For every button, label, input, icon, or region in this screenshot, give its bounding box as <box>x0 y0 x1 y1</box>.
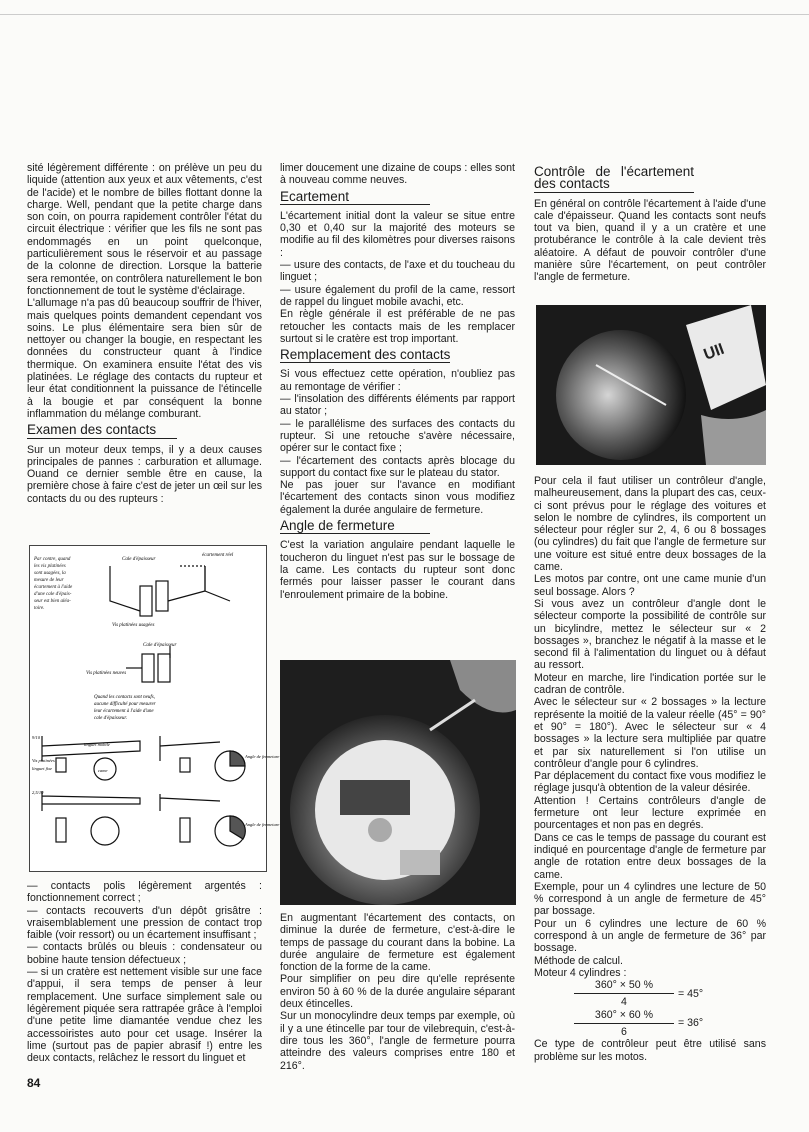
fig-caption-mid-line3: leur écartement à l'aide d'une <box>94 709 154 714</box>
col1-bottom-p3: — contacts brûlés ou bleuis : condensateur ou bobine haute tension défectueux ; <box>27 941 262 966</box>
contact-right-arm <box>168 566 205 601</box>
label-linguet-mobile: linguet mobile <box>84 742 110 747</box>
label-9-10: 9/10 <box>32 735 41 740</box>
contact-worn-left <box>140 586 152 616</box>
fig-caption-mid-line4: cale d'épaisseur. <box>94 716 128 721</box>
cam-center <box>368 818 392 842</box>
col2-rempl-p3: — le parallélisme des surfaces des contacts du rupteur. Si une retouche s'avère nécessaire, opérer sur le contact fixe ; <box>280 417 515 455</box>
linguet-arm-1 <box>42 736 140 761</box>
col1-bottom-p1: — contacts polis légèrement argentés : fonctionnement correct ; <box>27 880 262 905</box>
col2-bottom-p2: Pour simplifier on peu dire qu'elle représente environ 50 à 60 % de la durée angulaire séparant deux étincelles. <box>280 973 515 1011</box>
col3-bottom-p10: Pour un 6 cylindres une lecture de 60 % correspond à un angle de fermeture de 36° par bossage. <box>534 917 766 955</box>
contact-left-arm <box>110 566 140 611</box>
label-vis-usagees: Vis platinées usagées <box>112 623 155 628</box>
contacts-diagram <box>29 545 280 872</box>
col2-top-p1: limer doucement une dizaine de coups : elles sont à nouveau comme neuves. <box>280 162 515 187</box>
col1-examen-p1: Sur un moteur deux temps, il y a deux causes principales de pannes : carburation et allumage. Ouand ce dernier semble être en cause, la première chose à faire c'est de jeter un œil sur les contacts du ou des rupteurs : <box>27 443 262 505</box>
col3-bottom-p11: Méthode de calcul. <box>534 954 623 967</box>
col3-final-p: Ce type de contrôleur peut être utilisé sans problème sur les motos. <box>534 1038 766 1063</box>
col2-bottom-p1: En augmentant l'écartement des contacts, on diminue la durée de fermeture, c'est-à-dire le temps de passage du courant dans la bobine. La durée angulaire de fermeture est également fonction de la forme de la came. <box>280 912 515 974</box>
col2-ecart-p3: — usure également du profil de la came, ressort de rappel du linguet mobile avachi, etc. <box>280 283 515 308</box>
column-3 <box>534 162 766 284</box>
heading-remplacement: Remplacement des contacts <box>280 347 451 363</box>
fig-caption-top-line2: les vis platinées <box>34 564 66 569</box>
condenser <box>400 850 440 875</box>
page-number: 84 <box>27 1076 41 1090</box>
formula-1-numerator: 360° × 50 % <box>594 979 654 992</box>
contact-worn-right <box>156 581 168 611</box>
linguet-arm-2b <box>160 794 220 811</box>
contact-right-arm-2 <box>205 566 230 601</box>
heading-examen-contacts: Examen des contacts <box>27 424 177 438</box>
formula-2-bar <box>574 1023 674 1024</box>
linguet-arm-2 <box>42 791 140 811</box>
col3-bottom-p8: Dans ce cas le temps de passage du courant est indiqué en pourcentage d'angle de fermeture par angle de rotation entre deux bossages de la came. <box>534 831 766 881</box>
col2-rempl-p5: Ne pas jouer sur l'avance en modifiant l'écartement des contacts sinon vous modifiez également la durée angulaire de fermeture. <box>280 479 515 516</box>
came-angle-fill-1 <box>230 751 245 766</box>
page-top-rule <box>0 14 809 15</box>
contact-block-2b <box>180 818 190 842</box>
col3-bottom-p12: Moteur 4 cylindres : <box>534 966 627 979</box>
col3-bottom-p3: Si vous avez un contrôleur d'angle dont le sélecteur comporte la possibilité de contrôle sur un bicylindre, mettez le sélecteur sur « 2 bossages », branchez le négatif à la masse et le second fil à l'alimentation du linguet ou à défaut au ressort. <box>534 597 766 672</box>
contacts-diagram-svg <box>30 546 280 871</box>
label-vis-platinees: Vis platinées <box>32 758 55 763</box>
came-2 <box>91 817 119 845</box>
formula-1-result: = 45° <box>678 987 704 1000</box>
col3-bottom-p1: Pour cela il faut utiliser un contrôleur d'angle, malheureusement, dans la plupart des cas, ceux-ci sont prévus pour le réglage des voitures et selon le nombre de cylindres, ils comportent un sélecteur pour régler sur 2, 4, 6 ou 8 bossages (ou cylindres) du fait que l'angle de fermeture sur une voiture est situé entre deux bossages de la came. <box>534 475 766 574</box>
rupteur-block <box>340 780 410 815</box>
column-2 <box>280 162 515 601</box>
col3-bottom-p7: Attention ! Certains contrôleurs d'angle de fermeture ont leur lecture exprimée en pourcentages et non pas en degrés. <box>534 794 766 832</box>
photo-rupteur-svg <box>280 660 516 905</box>
formula-2-numerator: 360° × 60 % <box>594 1008 654 1021</box>
column-3-bottom <box>534 475 766 1063</box>
formula-2 <box>574 1009 766 1039</box>
col3-top-p1: En général on contrôle l'écartement à l'aide d'une cale d'épaisseur. Quand les contacts sont neufs tout va bien, quand il y a un cratère et une protubérance le contrôle à la cale devient très aléatoire. A défaut de pouvoir contrôler d'une manière sûre l'écartement, on peut contrôler l'angle de fermeture. <box>534 197 766 284</box>
col3-bottom-p6: Par déplacement du contact fixe vous modifiez le réglage jusqu'à obtention de la valeur désirée. <box>534 770 766 795</box>
fig-caption-top-line4: mesure de leur <box>34 578 64 583</box>
contact-new-left <box>142 654 154 682</box>
column-1 <box>27 162 262 505</box>
fig-caption-mid-line1: Quand les contacts sont neufs, <box>94 695 155 700</box>
col2-bottom-p3: Sur un monocylindre deux temps par exemple, où il y a une étincelle par tour de vilebrequin, c'est-à-dire tous les 360°, l'angle de fermeture pourra atteindre des valeurs comprises entre 180 et 216°. <box>280 1010 515 1072</box>
formula-1-denominator: 4 <box>621 996 627 1009</box>
label-angle-fermeture-1: Angle de fermeture <box>245 754 280 759</box>
col2-ecart-p2: — usure des contacts, de l'axe et du toucheau du linguet ; <box>280 259 515 284</box>
fig-caption-top-line8: toire. <box>34 606 45 611</box>
col1-bottom-p2: — contacts recouverts d'un dépôt grisâtre : vraisemblablement une pression de contact trop faible (voir ressort) ou un écartement insuffisant ; <box>27 904 262 942</box>
formula-2-result: = 36° <box>678 1017 704 1030</box>
photo-rupteur-adjustment <box>280 660 516 905</box>
col1-bottom-p4: — si un cratère est nettement visible sur une face d'appui, il sera temps de penser à leur remplacement. Une surface simplement sale ou légèrement piquée sera rattrapée grâce à l'emploi d'une petite lime diamantée vendue chez les accessoiristes auto pour cet usage. Insérer la lime (surtout pas de papier abrasif !) entre les deux contacts, relâchez le ressort du linguet et <box>27 966 262 1065</box>
label-ecartement-reel: écartement réel <box>202 553 234 558</box>
col3-bottom-p2: Les motos par contre, ont une came munie d'un seul bossage. Alors ? <box>534 573 766 598</box>
contact-block-1 <box>56 758 66 772</box>
heading-angle-fermeture: Angle de fermeture <box>280 520 430 534</box>
fig-caption-mid-line2: aucune difficulté pour mesurer <box>94 702 156 707</box>
heading-controle-ecartement: Contrôle de l'écartement des contacts <box>534 164 694 192</box>
fig-caption-top-line1: Par contre, quand <box>34 557 71 562</box>
fig-caption-top-line7: seur est bien aléa- <box>34 599 71 604</box>
label-cale-2: Cale d'épaisseur <box>143 643 177 648</box>
came-angle-fill-2 <box>230 816 245 839</box>
label-angle-fermeture-2: Angle de fermeture <box>245 822 280 827</box>
col1-intro-p2: L'allumage n'a pas dû beaucoup souffrir de l'hiver, mais quelques points demandent cependant vos soins. Le plus élémentaire sera bien sûr de nettoyer ou changer la bougie, en respectant les données du constructeur quant à l'indice thermique. On examinera ensuite l'état des vis platinées. Le réglage des contacts du rupteur et leur état conditionnent la puissance de l'étincelle à la bougie et par conséquent la bonne inflammation du mélange comburant. <box>27 297 262 420</box>
contact-new-right <box>158 654 170 682</box>
formula-2-denominator: 6 <box>621 1026 627 1039</box>
contact-block-1b <box>180 758 190 772</box>
col3-bottom-p5: Avec le sélecteur sur « 2 bossages » la lecture représente la moitié de la valeur réelle (45° = 90° et 90° = 180°). Avec le sélecteur sur « 4 bossages » la lecture sera multipliée par quatre et par six naturellement si l'on utilise un contrôleur d'angle pour 6 cylindres. <box>534 696 766 770</box>
label-linguet-fixe: linguet fixe <box>32 766 53 771</box>
col3-bottom-p9: Exemple, pour un 4 cylindres une lecture de 50 % correspond à un angle de fermeture de 45° par bossage. <box>534 880 766 918</box>
contact-block-2 <box>56 818 66 842</box>
col1-intro-p1: sité légèrement différente : on prélève un peu du liquide (attention aux yeux et aux vêtements, c'est de l'acide) et le nombre de billes flottant donne la charge. Well, pendant que la petite charge dans son coin, on pourra rapidement contrôler l'état du circuit électrique : vérifier que les fils ne sont pas endommagés en un point quelconque, particulièrement sous le réservoir et au passage de la colonne de direction. Lorsque la batterie sera remontée, on contrôlera naturellement le bon fonctionnement de tout le système d'éclairage. <box>27 162 262 297</box>
formula-1-fraction <box>574 979 674 1009</box>
photo-angle-svg <box>536 305 766 465</box>
stator-plate-2 <box>556 330 686 460</box>
linguet-arm-1b <box>160 736 220 761</box>
label-2-5-10: 2,5/10 <box>32 790 44 795</box>
label-came: came <box>98 768 108 773</box>
col2-rempl-p4: — l'écartement des contacts après blocage du support du contact fixe sur le plateau du stator. <box>280 454 515 479</box>
fig-caption-top-line5: écartement à l'aide <box>34 585 73 590</box>
label-cale-1: Cale d'épaisseur <box>122 557 156 562</box>
col2-rempl-p1: Si vous effectuez cette opération, n'oubliez pas au remontage de vérifier : <box>280 368 515 393</box>
heading-ecartement: Ecartement <box>280 191 430 205</box>
label-vis-neuves: Vis platinées neuves <box>86 671 127 676</box>
formula-1-bar <box>574 993 674 994</box>
photo-angle-controller <box>536 305 766 465</box>
formula-2-fraction <box>574 1009 674 1039</box>
col2-ecart-p1: L'écartement initial dont la valeur se situe entre 0,30 et 0,40 sur la majorité des moteurs se modifie au fil des kilomètres pour diverses raisons : <box>280 209 515 259</box>
col2-angle-p1: C'est la variation angulaire pendant laquelle le toucheron du linguet n'est pas sur le bossage de la came. Les contacts du rupteur sont donc fermés pour laisser passer le courant dans l'enroulement primaire de la bobine. <box>280 539 515 601</box>
formula-1 <box>574 979 766 1009</box>
col2-rempl-p2: — l'insolation des différents éléments par rapport au stator ; <box>280 393 515 418</box>
col3-bottom-p4: Moteur en marche, lire l'indication portée sur le cadran de contrôle. <box>534 671 766 697</box>
column-2-bottom <box>280 912 515 1072</box>
column-1-bottom <box>27 880 262 1064</box>
fig-caption-top-line3: sont usagées, la <box>34 571 66 576</box>
col2-ecart-p4: En règle générale il est préférable de ne pas retoucher les contacts mais de les remplacer surtout si le cratère est trop important. <box>280 308 515 345</box>
meter-brand-text: UII <box>701 340 727 364</box>
fig-caption-top-line6: d'une cale d'épais- <box>34 592 72 597</box>
